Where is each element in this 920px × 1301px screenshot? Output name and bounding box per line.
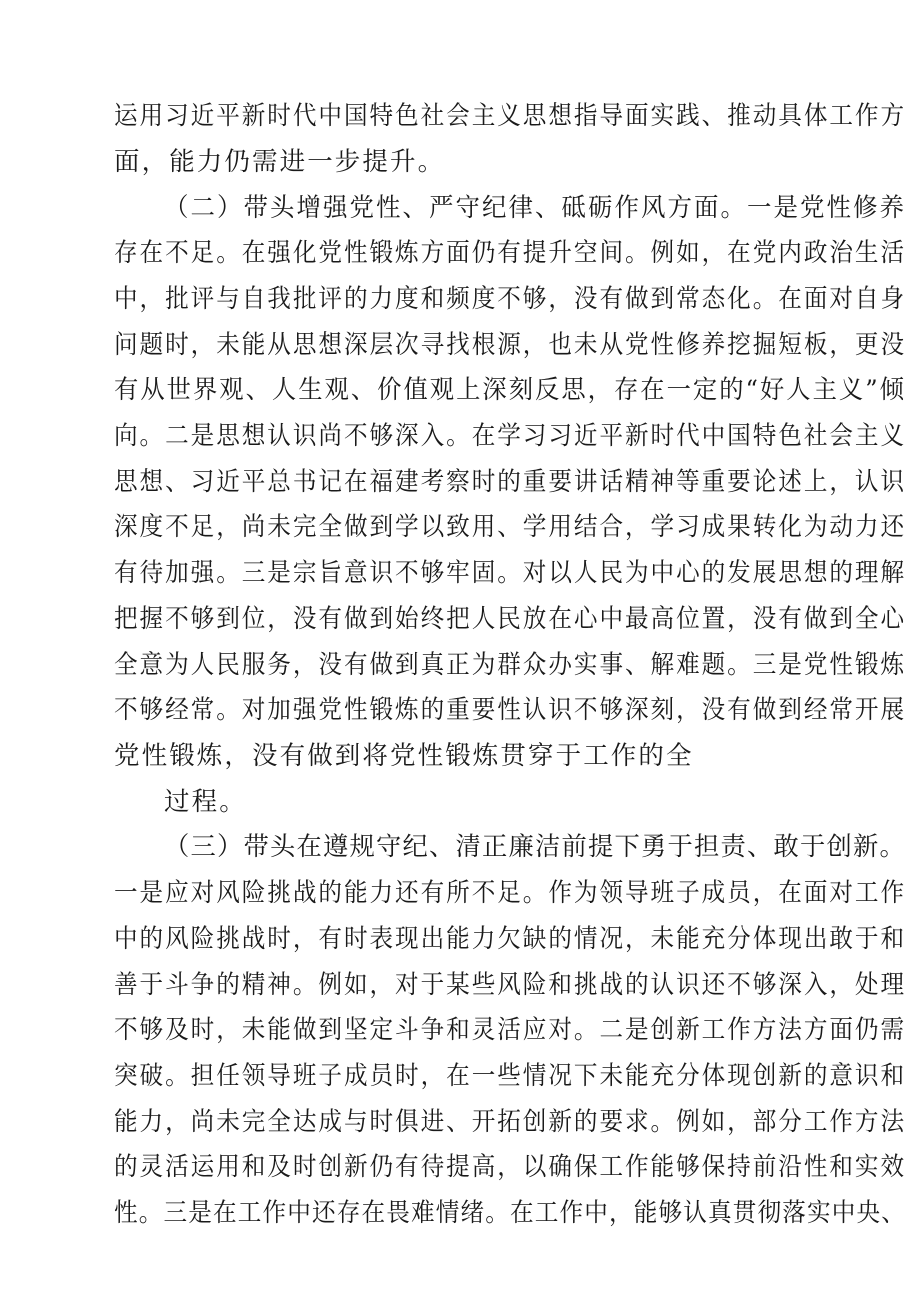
text-line: 面，能力仍需进一步提升。 (114, 147, 446, 177)
text-line: 的灵活运用和及时创新仍有待提高，以确保工作能够保持前沿性和实效 (114, 1152, 907, 1182)
text-line: 中的风险挑战时，有时表现出能力欠缺的情况，未能充分体现出敢于和 (114, 924, 907, 954)
text-line: 把握不够到位，没有做到始终把人民放在心中最高位置，没有做到全心 (114, 604, 907, 634)
text-line: 问题时，未能从思想深层次寻找根源，也未从党性修养挖掘短板，更没 (114, 330, 907, 360)
text-line: 能力，尚未完全达成与时俱进、开拓创新的要求。例如，部分工作方法 (114, 1107, 907, 1137)
text-line: 向。二是思想认识尚不够深入。在学习习近平新时代中国特色社会主义 (114, 421, 907, 451)
text-line: 性。三是在工作中还存在畏难情绪。在工作中，能够认真贯彻落实中央、 (114, 1198, 907, 1228)
text-line: 突破。担任领导班子成员时，在一些情况下未能充分体现创新的意识和 (114, 1061, 907, 1091)
text-line: 深度不足，尚未完全做到学以致用、学用结合，学习成果转化为动力还 (114, 512, 907, 542)
section-heading-line: （三）带头在遵规守纪、清正廉洁前提下勇于担责、敢于创新。 (164, 832, 907, 862)
text-line: 思想、习近平总书记在福建考察时的重要讲话精神等重要论述上，认识 (114, 467, 907, 497)
section-heading-line: （二）带头增强党性、严守纪律、砥砺作风方面。一是党性修养 (164, 193, 906, 223)
text-line: 中，批评与自我批评的力度和频度不够，没有做到常态化。在面对自身 (114, 284, 907, 314)
text-line: 党性锻炼，没有做到将党性锻炼贯穿于工作的全 (114, 741, 694, 771)
text-line: 不够经常。对加强党性锻炼的重要性认识不够深刻，没有做到经常开展 (114, 695, 907, 725)
text-line: 全意为人民服务，没有做到真正为群众办实事、解难题。三是党性锻炼 (114, 650, 907, 680)
text-line: 善于斗争的精神。例如，对于某些风险和挑战的认识还不够深入，处理 (114, 970, 907, 1000)
text-line: 有从世界观、人生观、价值观上深刻反思，存在一定的“好人主义”倾 (114, 375, 906, 405)
text-line: 一是应对风险挑战的能力还有所不足。作为领导班子成员，在面对工作 (114, 878, 907, 908)
text-line: 存在不足。在强化党性锻炼方面仍有提升空间。例如，在党内政治生活 (114, 238, 907, 268)
text-line: 运用习近平新时代中国特色社会主义思想指导面实践、推动具体工作方 (114, 101, 907, 131)
text-line: 过程。 (164, 787, 247, 817)
text-line: 有待加强。三是宗旨意识不够牢固。对以人民为中心的发展思想的理解 (114, 558, 907, 588)
text-line: 不够及时，未能做到坚定斗争和灵活应对。二是创新工作方法方面仍需 (114, 1015, 907, 1045)
